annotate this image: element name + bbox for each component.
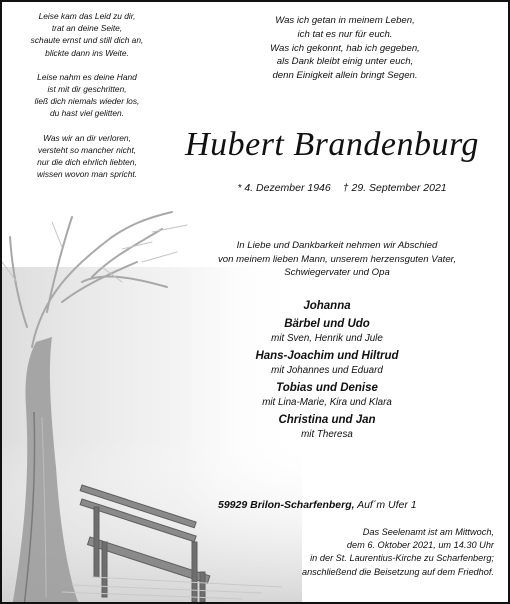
farewell-line: von meinem lieben Mann, unserem herzensguten Vater,	[217, 253, 457, 265]
service-line: Das Seelenamt ist am Mittwoch,	[362, 527, 494, 537]
mourner-children: mit Johannes und Eduard	[271, 365, 383, 376]
mourner-group	[202, 380, 452, 410]
poem-line: schaute ernst und still dich an,	[30, 35, 144, 46]
mourner-group	[202, 298, 452, 314]
mourner-name: Tobias und Denise	[276, 382, 378, 394]
life-dates	[202, 182, 482, 194]
poem-line: blickte dann ins Weite.	[45, 47, 129, 58]
poem-stanza	[12, 71, 162, 120]
farewell-line: Schwiegervater und Opa	[284, 267, 390, 279]
poem-line: Was ich getan in meinem Leben,	[275, 15, 415, 26]
funeral-service-info	[232, 526, 494, 579]
poem-line: versteht so mancher nicht,	[37, 144, 137, 155]
poem-line: Leise nahm es deine Hand	[37, 71, 137, 82]
death-date: † 29. September 2021	[342, 182, 447, 194]
poem-stanza	[12, 132, 162, 181]
poem-line: wissen wovon man spricht.	[36, 169, 138, 180]
mourners-list	[202, 298, 452, 444]
poem-line: denn Einigkeit allein bringt Segen.	[272, 70, 418, 82]
service-line: anschließend die Beisetzung auf dem Friedhof.	[301, 566, 494, 577]
farewell-text	[182, 239, 492, 280]
address	[218, 499, 478, 511]
poem-stanza	[12, 10, 162, 59]
poem-line: als Dank bleibt einig unter euch,	[276, 56, 414, 68]
address-town: 59929 Brilon-Scharfenberg,	[218, 499, 355, 511]
birth-date: * 4. Dezember 1946	[237, 182, 331, 194]
mourner-group	[202, 316, 452, 346]
poem-line: ist mit dir geschritten,	[47, 84, 127, 95]
mourner-group	[202, 412, 452, 442]
mourner-name: Christina und Jan	[278, 414, 376, 426]
mourner-children: mit Lina-Marie, Kira und Klara	[262, 397, 392, 408]
service-line: in der St. Laurentius-Kirche zu Scharfenberg;	[310, 553, 494, 564]
right-poem	[220, 14, 470, 83]
poem-line: du hast viel gelitten.	[49, 108, 125, 119]
left-poem	[12, 10, 162, 192]
poem-line: ließ dich niemals wieder los,	[34, 96, 140, 107]
mourner-children: mit Sven, Henrik und Jule	[271, 333, 383, 344]
mourner-children: mit Theresa	[301, 429, 353, 440]
deceased-name: Hubert Brandenburg	[185, 126, 479, 163]
mourner-name: Johanna	[303, 300, 351, 312]
poem-line: nur die dich ehrlich liebten,	[37, 157, 137, 168]
mourner-group	[202, 348, 452, 378]
service-line: dem 6. Oktober 2021, um 14.30 Uhr	[346, 540, 494, 551]
farewell-line: In Liebe und Dankbarkeit nehmen wir Abschied	[236, 240, 438, 251]
poem-line: Was wir an dir verloren,	[43, 132, 131, 143]
poem-line: Was ich gekonnt, hab ich gegeben,	[270, 42, 420, 54]
poem-line: ich tat es nur für euch.	[297, 28, 393, 40]
address-street: Auf´m Ufer 1	[357, 499, 417, 511]
mourner-name: Hans-Joachim und Hiltrud	[255, 350, 399, 362]
mourner-name: Bärbel und Udo	[284, 318, 370, 330]
poem-line: Leise kam das Leid zu dir,	[38, 11, 136, 21]
poem-line: trat an deine Seite,	[51, 23, 123, 34]
